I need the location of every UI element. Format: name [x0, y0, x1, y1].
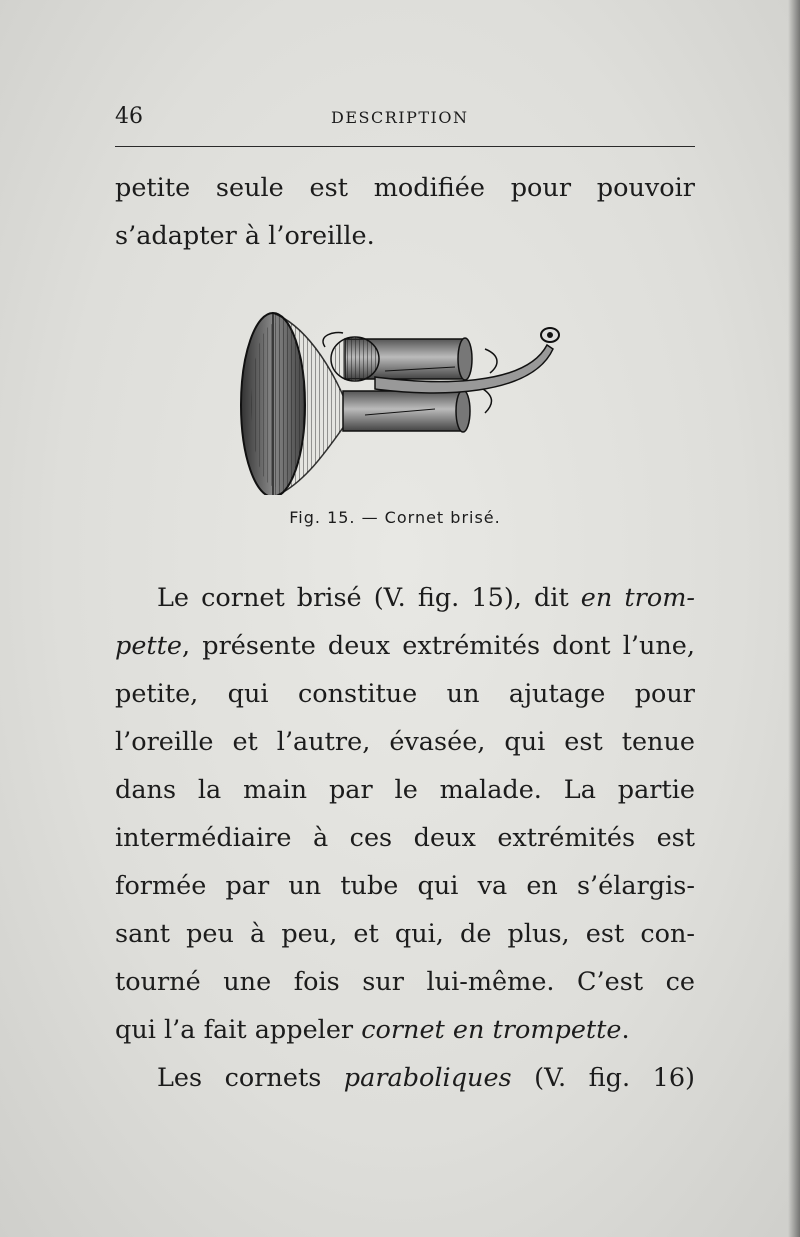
page-number: 46	[115, 104, 143, 129]
text-line: tourné une fois sur lui-même. C’est ce	[115, 967, 695, 997]
text-line: sant peu à peu, et qui, de plus, est con-	[115, 919, 695, 949]
italic-span: paraboliques	[343, 1063, 512, 1093]
italic-span: en trom-	[580, 583, 695, 613]
intro-text	[115, 164, 695, 260]
paragraph-cornet-brise	[115, 574, 695, 1102]
page-header	[115, 100, 695, 132]
text-line: l’oreille et l’autre, évasée, qui est tenue	[115, 727, 695, 757]
text-line: dans la main par le malade. La partie	[115, 775, 695, 805]
italic-span: pette	[115, 631, 182, 661]
italic-span: cornet en trompette	[361, 1015, 622, 1045]
text-span: .	[621, 1015, 630, 1045]
text-line	[115, 574, 695, 622]
text-line: petite seule est modifiée pour pouvoir	[115, 173, 695, 203]
header-rule	[115, 146, 695, 147]
caption-text: Fig. 15. — Cornet brisé.	[289, 508, 501, 527]
text-span: , présente deux extrémités dont l’une,	[182, 631, 695, 661]
text-line: s’adapter à l’oreille.	[115, 221, 375, 251]
text-line	[115, 1006, 695, 1054]
text-span: qui l’a fait appeler	[115, 1015, 362, 1045]
text-line: formée par un tube qui va en s’élargis-	[115, 871, 695, 901]
text-span: Les cornets	[157, 1063, 344, 1093]
text-span: (V. fig. 16)	[511, 1063, 695, 1093]
cornet-brise-illustration	[235, 305, 575, 495]
running-title: DESCRIPTION	[331, 108, 469, 127]
text-line	[115, 622, 695, 670]
text-span: Le cornet brisé (V. fig. 15), dit	[157, 583, 581, 613]
page-edge-shadow	[788, 0, 800, 1237]
text-line	[115, 1054, 695, 1102]
text-line: intermédiaire à ces deux extrémités est	[115, 823, 695, 853]
figure-caption	[0, 508, 800, 527]
text-line: petite, qui constitue un ajutage pour	[115, 679, 695, 709]
